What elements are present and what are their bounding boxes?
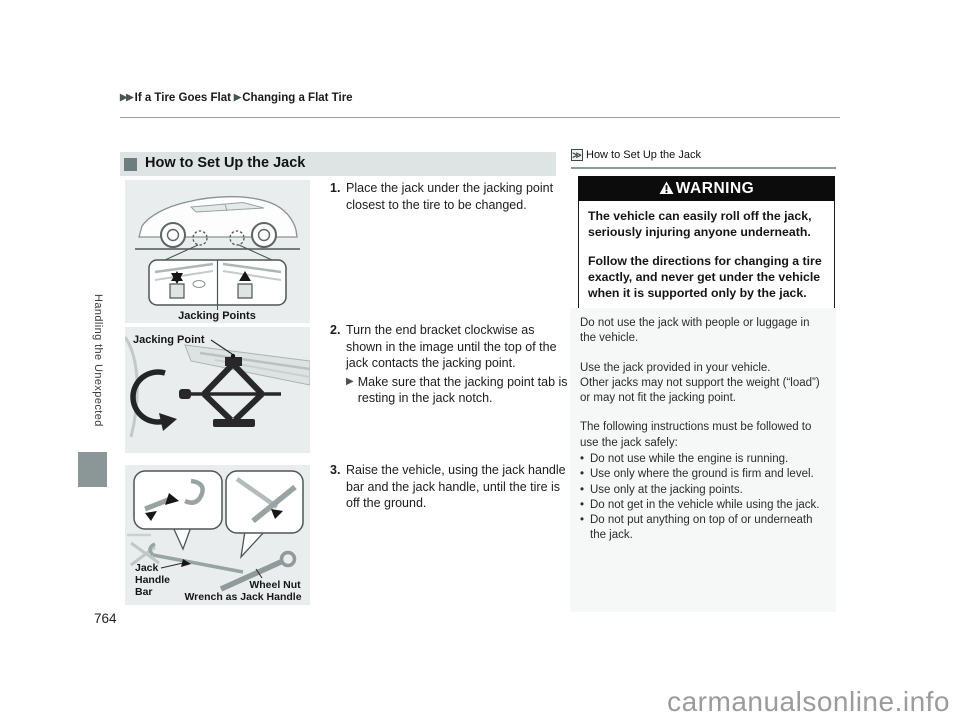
scissor-jack-illustration [125, 327, 310, 453]
note-paragraph: Other jacks may not support the weight (“load”) or may not fit the jacking point. [580, 376, 820, 405]
jack-handle-illustration [125, 465, 310, 605]
figure1-caption: Jacking Points [178, 310, 256, 322]
watermark: carmanualsonline.info [667, 686, 950, 717]
page-number: 764 [94, 611, 117, 626]
section-square-icon [124, 158, 137, 171]
step-1-text: Place the jack under the jacking point closest to the tire to be changed. [346, 181, 554, 212]
note-paragraph: The following instructions must be followed to use the jack safely: [580, 421, 812, 449]
step-3-text: Raise the vehicle, using the jack handle bar and the jack handle, until the tire is off the ground. [346, 463, 566, 510]
note-paragraph: Use the jack provided in your vehicle. [580, 361, 771, 374]
figure3-label-wheel-nut: Wheel Nut [249, 579, 301, 591]
safety-bullet: • Use only where the ground is firm and level. [580, 467, 826, 482]
warning-paragraph: The vehicle can easily roll off the jack, seriously injuring anyone underneath. [588, 209, 812, 239]
jack-end-bracket [179, 389, 191, 399]
step-3-number: 3. [330, 463, 341, 477]
figure3-label-wrench: Wrench as Jack Handle [184, 591, 302, 603]
breadcrumb-parent: If a Tire Goes Flat [134, 92, 231, 104]
figure3-label-handle: Handle [135, 574, 171, 586]
step-2-text: Turn the end bracket clockwise as shown in the image until the top of the jack contacts the jacking point. [346, 323, 557, 370]
step-1-number: 1. [330, 181, 341, 195]
breadcrumb-arrows-icon: ▶▶ [120, 92, 133, 103]
figure3-label-jack: Jack [135, 562, 159, 574]
safety-bullet: • Do not put anything on top of or underneath the jack. [580, 513, 826, 544]
safety-bullet: • Do not use while the engine is running. [580, 452, 826, 467]
chapter-tab-marker [78, 452, 107, 487]
step-2-number: 2. [330, 323, 341, 337]
breadcrumb-separator-icon: ▶ [233, 92, 241, 103]
substep-arrow-icon: ▶ [346, 375, 354, 387]
figure3-label-bar: Bar [135, 586, 153, 598]
warning-triangle-icon [659, 181, 674, 195]
note-paragraph: Do not use the jack with people or luggage in the vehicle. [580, 317, 810, 345]
step-2 [330, 322, 570, 407]
warning-title: WARNING [675, 179, 755, 197]
safety-bullet-list [580, 452, 826, 544]
figure-jack-setup [125, 327, 310, 453]
reference-icon: ≫ [572, 150, 582, 160]
aside-reference-title [571, 149, 836, 161]
safety-bullet: • Do not get in the vehicle while using the jack. [580, 498, 826, 513]
car-jacking-points-illustration [125, 180, 310, 323]
step-1 [330, 180, 570, 213]
step-3 [330, 462, 570, 512]
warning-header [578, 176, 835, 201]
header-divider [120, 117, 840, 118]
figure2-caption: Jacking Point [133, 334, 205, 346]
breadcrumb [120, 92, 353, 104]
warning-paragraph: Follow the directions for changing a tire exactly, and never get under the vehicle when it is supported only by the jack. [588, 253, 822, 300]
figure-jack-handle [125, 465, 310, 605]
safety-bullet: • Use only at the jacking points. [580, 483, 826, 498]
warning-body [578, 201, 835, 313]
chapter-vertical-label: Handling the Unexpected [92, 294, 104, 427]
section-heading [120, 152, 556, 176]
aside-notes-panel [570, 308, 836, 612]
figure-jacking-points [125, 180, 310, 323]
step-2-subtext: Make sure that the jacking point tab is resting in the jack notch. [357, 374, 568, 405]
jacking-point-contact-dot [231, 354, 235, 358]
section-title: How to Set Up the Jack [145, 155, 306, 171]
aside-reference-label: How to Set Up the Jack [586, 149, 701, 161]
warning-box [578, 176, 835, 313]
aside-title-divider [571, 167, 836, 169]
breadcrumb-current: Changing a Flat Tire [242, 92, 353, 104]
